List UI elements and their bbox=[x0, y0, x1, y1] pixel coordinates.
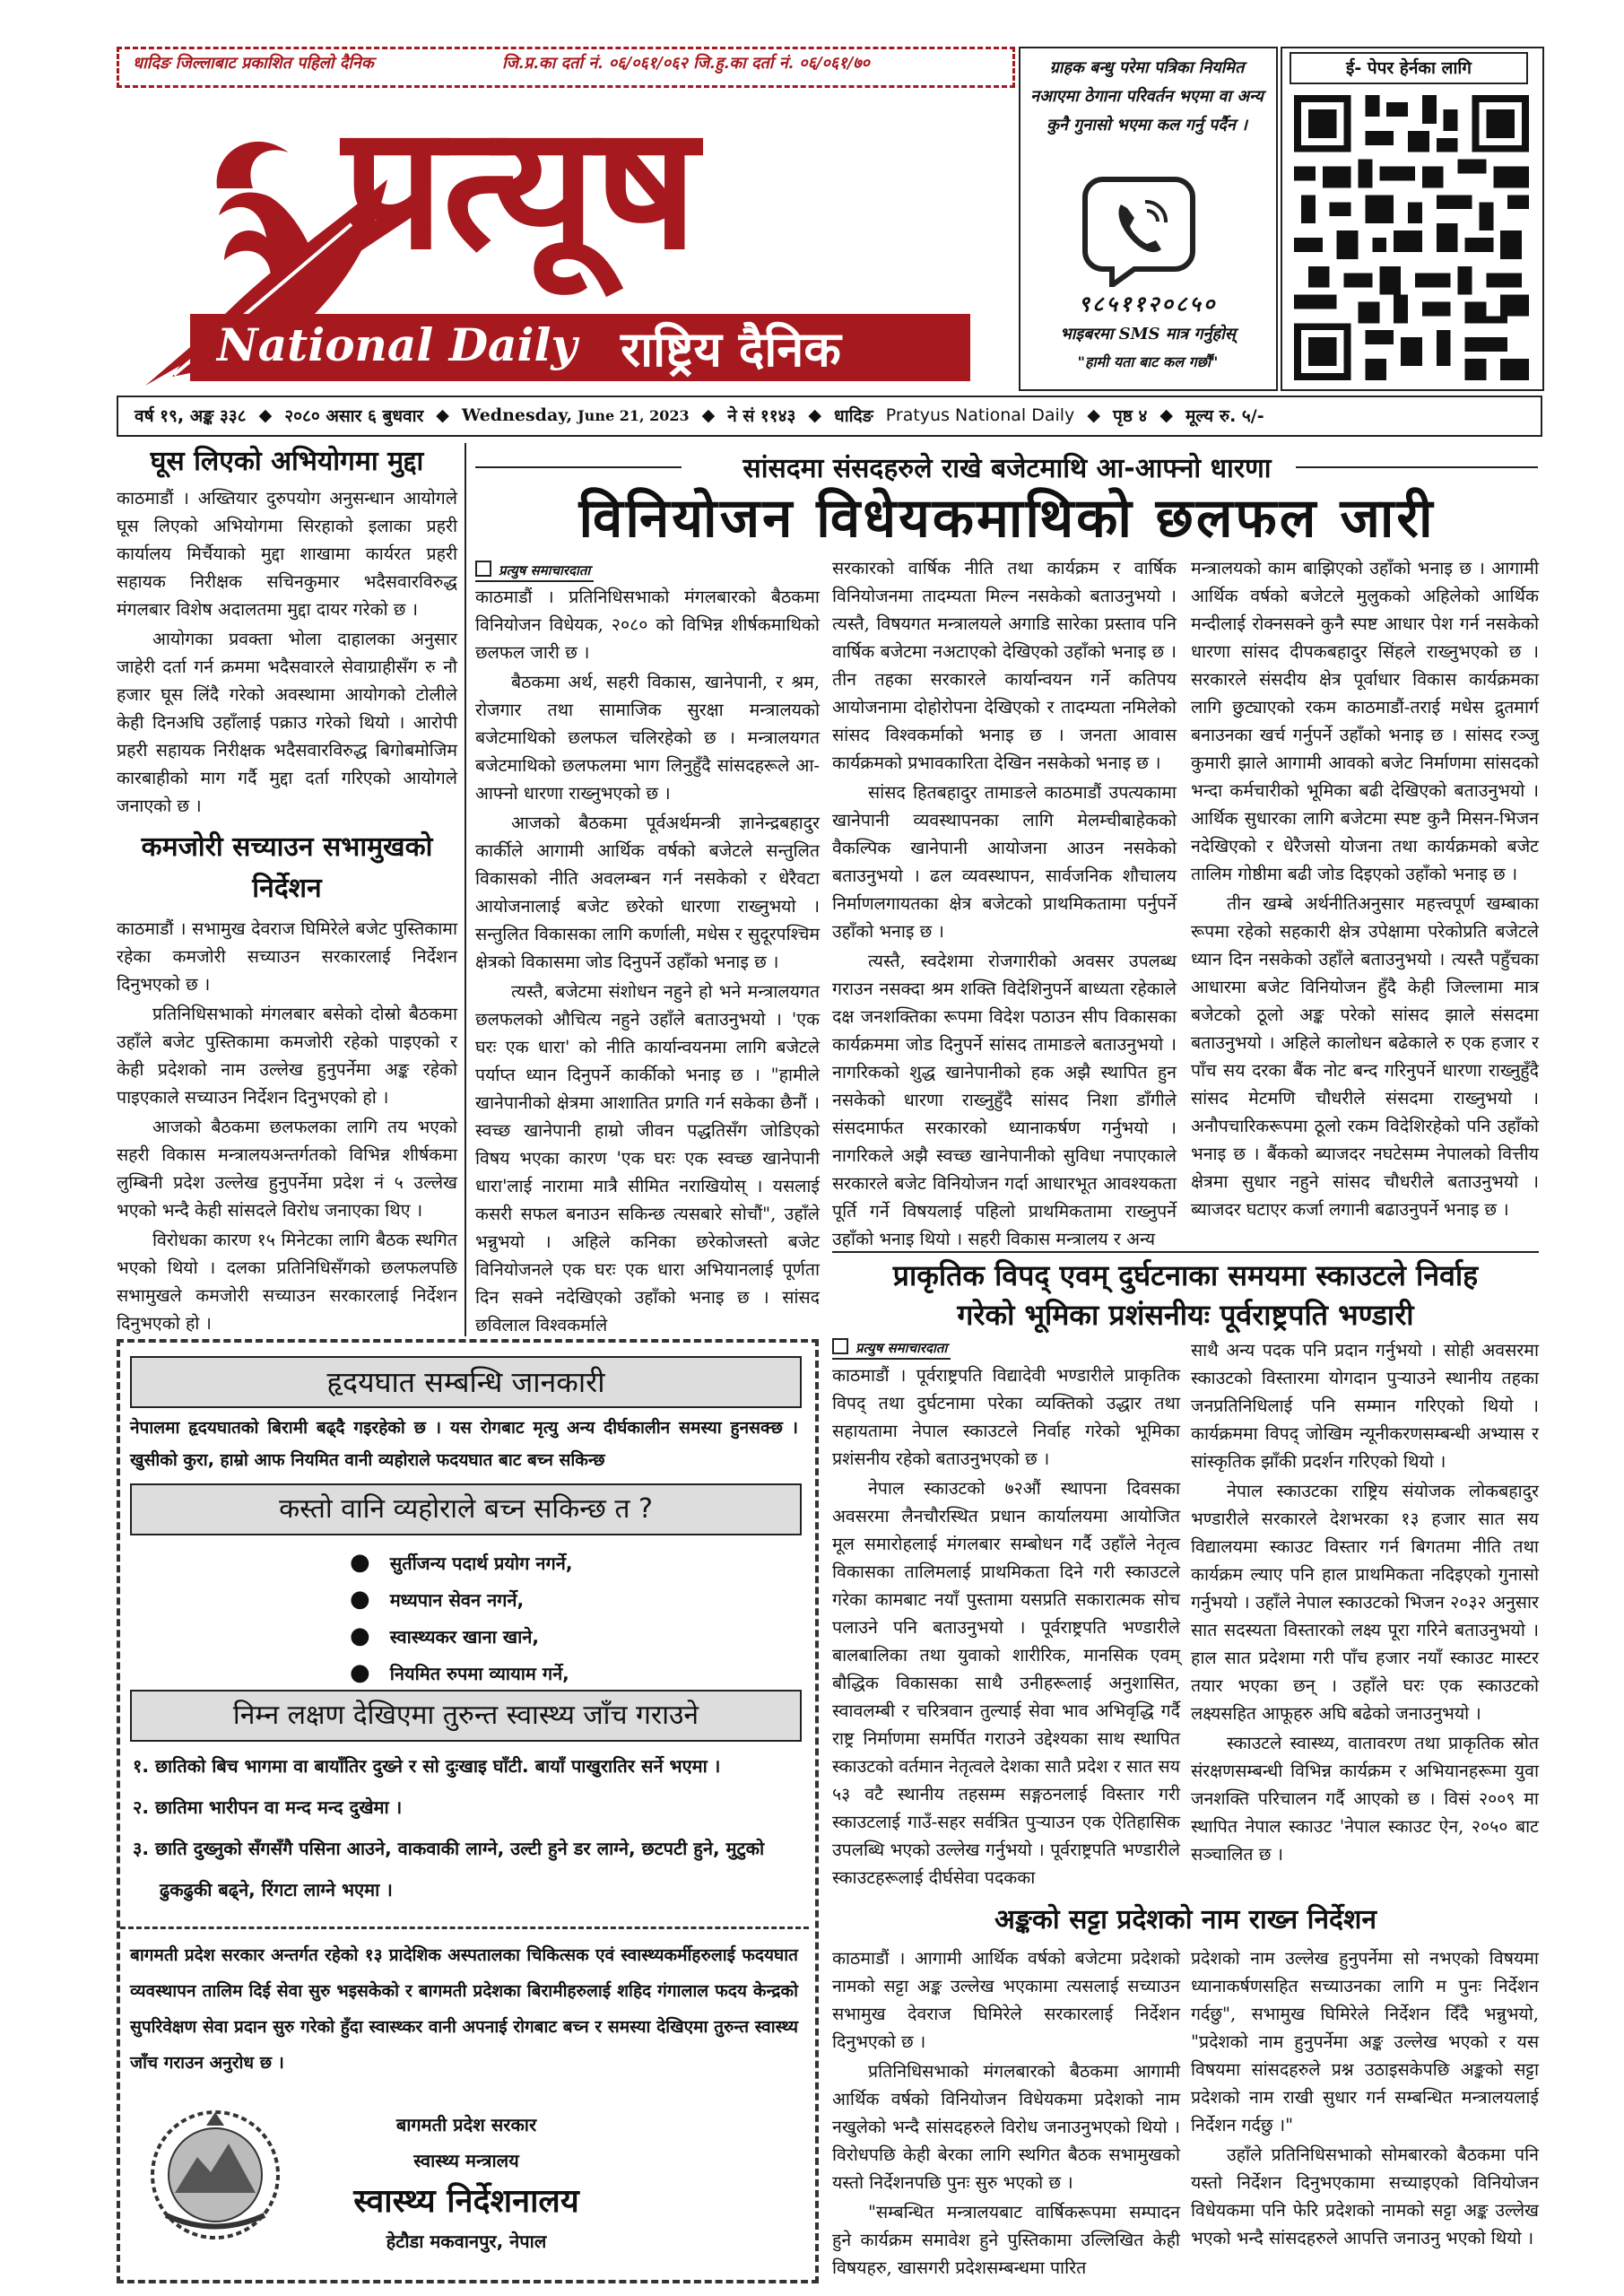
ad-date: June 21, 2023 bbox=[578, 406, 690, 424]
left-column bbox=[117, 443, 457, 1339]
scout-headline-line1: प्राकृतिक विपद् एवम् दुर्घटनाका समयमा स्काउटले निर्वाह bbox=[892, 1258, 1479, 1292]
list-item: ● स्वास्थ्यकर खाना खाने, bbox=[350, 1622, 539, 1649]
kicker-rule bbox=[475, 466, 682, 468]
viber-phone-icon bbox=[1081, 170, 1197, 287]
paragraph: आयोगका प्रवक्ता भोला दाहालका अनुसार जाहेरी दर्ता गर्न क्रममा भदैसवारले सेवाग्राहीसँग रु नौ हजार घूस लिंदै गरेको अवस्थामा आयोगको टोलीले केही दिनअघि उहाँलाई पक्राउ गरेको थियो । आरोपी प्रहरी सहायक निरीक्षक भदैसवारविरुद्ध बिगोबमोजिम कारबाहीको माग गर्दै मुद्दा दर्ता गरिएको आयोगले जनाएको छ । bbox=[117, 629, 457, 816]
logo-word: प्रत्यूष bbox=[343, 89, 696, 287]
org-address: हेटौडा मकवानपुर, नेपाल bbox=[386, 2231, 547, 2252]
health-tips-list bbox=[350, 1544, 572, 1692]
paragraph: आजको बैठकमा छलफलका लागि तय भएको सहरी विकास मन्त्रालयअन्तर्गतको विभिन्न शीर्षकमा लुम्बिनी प्रदेश उल्लेख हुनुपर्नेमा प्रदेश नं ५ उल्लेख भएको भन्दै केही सांसदले विरोध जनाएका थिए । bbox=[117, 1117, 457, 1221]
province-col-2 bbox=[1191, 1944, 1539, 2254]
kicker-rule bbox=[1296, 466, 1538, 468]
scout-byline bbox=[832, 1338, 951, 1360]
lead-col-2 bbox=[832, 554, 1177, 1255]
list-item: २. छातिमा भारीपन वा मन्द मन्द दुखेमा । bbox=[133, 1796, 403, 1818]
paragraph: सांसद हितबहादुर तामाङले काठमाडौं उपत्यकामा खानेपानी व्यवस्थापनका लागि मेलम्चीबाहेकको वैकल्पिक खानेपानी आयोजना आउन नसकेको बताउनुभयो । ढल व्यवस्थापन, सार्वजनिक शौचालय निर्माणलगायतका क्षेत्र बजेटको प्राथमिकतामा पर्नुपर्ने उहाँको भनाइ छ । bbox=[832, 782, 1177, 942]
symptoms-list bbox=[133, 1745, 796, 1910]
lead-kicker: सांसदमा संसदहरुले राखे बजेटमाथि आ-आफ्नो धारणा bbox=[743, 453, 1272, 484]
paragraph: प्रतिनिधिसभाको मंगलबार बसेको दोस्रो बैठकमा उहाँले बजेट पुस्तिकामा कमजोरी रहेको पाइएको र केही प्रदेशको नाम उल्लेख हुनुपर्नेमा अङ्क रहेको पाइएकाले सच्याउन निर्देशन दिनुभएको हो । bbox=[117, 1004, 457, 1108]
list-item: ● सुर्तीजन्य पदार्थ प्रयोग नगर्ने, bbox=[350, 1549, 573, 1576]
price: मूल्य रु. ५/- bbox=[1185, 406, 1264, 426]
story1-body bbox=[117, 484, 457, 820]
health-notice: बागमती प्रदेश सरकार अन्तर्गत रहेको १३ प्रादेशिक अस्पतालका चिकित्सक एवं स्वास्थ्यकर्मीहरुलाई फदयघात व्यवस्थापन तालिम दिई सेवा सुरु भइसकेको र बागमती प्रदेशका बिरामीहरुलाई शहिद गंगालाल फदय केन्द्रको सुपरिवेक्षण सेवा प्रदान सुरु गरेको हुँदा स्वास्थ्कर वानी अपनाई रोगबाट बच्न र समस्या देखिएमा तुरुन्त स्वास्थ्य जाँच गराउन अनुरोध छ । bbox=[130, 1945, 798, 2073]
paragraph: काठमाडौं । आगामी आर्थिक वर्षको बजेटमा प्रदेशको नामको सट्टा अङ्क उल्लेख भएकामा त्यसलाई सच्याउन सभामुख देवराज घिमिरेले सरकारलाई निर्देशन दिनुभएको छ । bbox=[832, 1948, 1180, 2052]
paper-name: Pratyus National Daily bbox=[885, 405, 1075, 425]
paragraph: "सम्बन्धित मन्त्रालयबाट वार्षिकरूपमा सम्पादन हुने कार्यक्रम समावेश हुने पुस्तिकामा उल्लिखित केही विषयहरु, खासगरी प्रदेशसम्बन्धमा पारित bbox=[832, 2202, 1180, 2278]
viber-number: ९८५११२०८५० bbox=[1078, 291, 1218, 317]
government-emblem-icon bbox=[148, 2108, 282, 2242]
paragraph: नेपाल स्काउटका राष्ट्रिय संयोजक लोकबहादुर भण्डारीले सरकारले देशभरका १३ हजार सात सय विद्यालयमा स्काउट विस्तार गर्न बिगतमा नीति तथा कार्यक्रम ल्याए पनि हाल प्राथमिकता नदिइएको गुनासो गर्नुभयो । उहाँले नेपाल स्काउटको भिजन २०३२ अनुसार सात सदस्यता विस्तारको लक्ष्य पूरा गरिने बताउनुभयो । हाल सात प्रदेशमा गरी पाँच हजार नयाँ स्काउट मास्टर तयार भएका छन् । उहाँले घरः एक स्काउटको लक्ष्यसहित आफूहरु अघि बढेको जनाउनुभयो । bbox=[1191, 1481, 1539, 1724]
org-ministry: स्वास्थ्य मन्त्रालय bbox=[413, 2150, 519, 2171]
byline-square-icon bbox=[832, 1338, 848, 1354]
paragraph: सरकारको वार्षिक नीति तथा कार्यक्रम र वार्षिक विनियोजनमा तादम्यता मिल्न नसकेको बताउनुभयो । त्यस्तै, विषयगत मन्त्रालयले अगाडि सारेका प्रस्ताव पनि वार्षिक बजेटमा नअटाएको देखिएको उहाँको भनाइ छ । तीन तहका सरकारले कार्यान्वयन गर्ने कतिपय आयोजनामा दोहोरोपना देखिएको र तादम्यता नमिलेको सांसद विश्वकर्माको भनाइ छ । जनता आवास कार्यक्रमको प्रभावकारिता देखिन नसकेको भनाइ छ । bbox=[832, 558, 1177, 773]
logo-english-name: National Daily bbox=[217, 318, 578, 371]
scout-col-1 bbox=[832, 1361, 1180, 1893]
qr-code[interactable] bbox=[1294, 94, 1529, 381]
scout-byline-text: प्रत्युष समाचारदाता bbox=[855, 1340, 948, 1356]
paragraph: प्रतिनिधिसभाको मंगलबारको बैठकमा आगामी आर्थिक वर्षको विनियोजन विधेयकमा प्रदेशको नाम नखुलेको भन्दै सांसदहरुले विरोध जनाउनुभएको थियो । विरोधपछि केही बेरका लागि स्थगित बैठक सभामुखको यस्तो निर्देशनपछि पुनः सुरु भएको छ । bbox=[832, 2061, 1180, 2193]
paragraph: नेपाल स्काउटको ७२औं स्थापना दिवसका अवसरमा लैनचौरस्थित प्रधान कार्यालयमा आयोजित मूल समारोहलाई मंगलबार सम्बोधन गर्दै उहाँले नेतृत्व विकासका तालिमलाई प्राथमिकता दिने गरी स्काउटले गरेका कामबाट नयाँ पुस्तामा यसप्रति सकारात्मक सोच पलाउने पनि बताउनुभयो । पूर्वराष्ट्रपति भण्डारीले बालबालिका तथा युवाको शारीरिक, मानसिक एवम् बौद्धिक विकासका साथै उनीहरूलाई अनुशासित, स्वावलम्बी र चरित्रवान तुल्याई सेवा भाव अभिवृद्धि गर्दै राष्ट्र निर्माणमा समर्पित गराउने उद्देश्यका साथ स्थापित स्काउटको वर्तमान नेतृत्वले देशका सातै प्रदेश र सात सय ५३ वटै स्थानीय तहसम्म सङ्गठनलाई विस्तार गरी स्काउटलाई गाउँ-सहर सर्वत्रित पुऱ्याउन एक ऐतिहासिक उपलब्धि भएको उल्लेख गर्नुभयो । पूर्वराष्ट्रपति भण्डारीले स्काउटहरूलाई दीर्घसेवा पदकका bbox=[832, 1478, 1180, 1888]
section-rule bbox=[832, 1251, 1539, 1253]
health-ad-title: हृदयघात सम्बन्धि जानकारी bbox=[130, 1356, 802, 1408]
byline-square-icon bbox=[475, 561, 491, 577]
story2-title: कमजोरी सच्याउन सभामुखको निर्देशन bbox=[141, 831, 433, 904]
lead-col-1 bbox=[475, 583, 820, 1341]
story1-title: घूस लिएको अभियोगमा मुद्दा bbox=[150, 446, 424, 477]
health-ad-intro: नेपालमा हृदयघातको बिरामी बढ्दै गइरहेको छ । यस रोगबाट मृत्यु अन्य दीर्घकालीन समस्या हुनसक्छ । खुसीको कुरा, हाम्रो आफ नियमित वानी व्यहोराले फदयघात बाट बच्न सकिन्छ bbox=[130, 1418, 798, 1470]
lead-col-3 bbox=[1191, 554, 1539, 1225]
registration-number: जि.प्र.का दर्ता नं. ०६/०६१/०६२ जि.हु.का दर्ता नं. ०६/०६१/७० bbox=[502, 54, 870, 73]
place: धादिङ bbox=[834, 406, 873, 426]
paragraph: प्रदेशको नाम उल्लेख हुनुपर्नेमा सो नभएको विषयमा ध्यानाकर्षणसहित सच्याउनका लागि म पुनः निर्देशन गर्दछु", सभामुख घिमिरेले निर्देशन दिँदै भन्नुभयो, "प्रदेशको नाम हुनुपर्नेमा अङ्क उल्लेख भएको र यस विषयमा सांसदहरुले प्रश्न उठाइसकेपछि अङ्कको सट्टा प्रदेशको नाम राखी सुधार गर्न सम्बन्धित मन्त्रालयलाई निर्देशन गर्दछु ।" bbox=[1191, 1948, 1539, 2135]
volume-issue: वर्ष १९, अङ्क ३३८ bbox=[135, 406, 247, 426]
paragraph: साथै अन्य पदक पनि प्रदान गर्नुभयो । सोही अवसरमा स्काउटको विस्तारमा योगदान पुऱ्याउने स्थानीय तहका जनप्रतिनिधिलाई पनि सम्मान गरिएको थियो । कार्यक्रममा विपद् जोखिम न्यूनीकरणसम्बन्धी अभ्यास र सांस्कृतिक झाँकी प्रदर्शन गरिएको थियो । bbox=[1191, 1340, 1539, 1472]
list-item: ● मध्यपान सेवन नगर्ने, bbox=[350, 1586, 525, 1613]
scout-headline-line2: गरेको भूमिका प्रशंसनीयः पूर्वराष्ट्रपति भण्डारी bbox=[957, 1298, 1414, 1332]
viber-slogan: "हामी यता बाट कल गर्छौं" bbox=[1077, 353, 1219, 370]
logo-nepali-name: राष्ट्रिय दैनिक bbox=[621, 321, 841, 378]
lead-byline bbox=[475, 561, 594, 582]
province-title: अङ्कको सट्टा प्रदेशको नाम राख्न निर्देशन bbox=[994, 1904, 1377, 1935]
scout-headline bbox=[832, 1256, 1539, 1335]
province-col-1 bbox=[832, 1944, 1180, 2283]
lead-byline-text: प्रत्युष समाचारदाता bbox=[499, 562, 591, 578]
health-ad-subtitle: कस्तो वानि व्यहोराले बच्न सकिन्छ त ? bbox=[130, 1483, 802, 1535]
paragraph: काठमाडौं । अख्तियार दुरुपयोग अनुसन्धान आयोगले घूस लिएको अभियोगमा सिरहाको इलाका प्रहरी कार्यालय मिर्चैयाको मुद्दा शाखामा कार्यरत प्रहरी सहायक निरीक्षक सचिनकुमार भदैसवारविरुद्ध मंगलबार विशेष अदालतमा मुद्दा दायर गरेको छ । bbox=[117, 488, 457, 620]
list-item: ● नियमित रुपमा व्यायाम गर्ने, bbox=[350, 1659, 569, 1686]
newspaper-logo bbox=[118, 90, 1006, 386]
dateline-content: वर्ष १९, अङ्क ३३८ ◆ २०८० असार ६ बुधवार ◆ Wednesday, June 21, 2023 ◆ ने सं ११४३ ◆ धादिङ Pratyus National Daily ◆ पृष्ठ ४ ◆ मूल्य रु. ५/- bbox=[135, 405, 1264, 426]
viber-note: भाइबरमा SMS मात्र गर्नुहोस् bbox=[1060, 325, 1236, 344]
masthead-tagline: धादिङ जिल्लाबाट प्रकाशित पहिलो दैनिक bbox=[133, 54, 374, 73]
paragraph: मन्त्रालयको काम बाझिएको उहाँको भनाइ छ । आगामी आर्थिक वर्षको बजेटले मुलुकको अहिलेको आर्थिक मन्दीलाई रोक्नसक्ने कुनै स्पष्ट आधार पेश गर्न नसकेको धारणा सांसद दीपकबहादुर सिंहले राख्नुभएको छ । सरकारले संसदीय क्षेत्र पूर्वाधार विकास कार्यक्रमका लागि छुट्याएको रकम काठमाडौं-तराई मधेस द्रुतमार्ग बनाउनका खर्च गर्नुपर्ने उहाँको भनाइ छ । सांसद रञ्जु कुमारी झाले आगामी आवको बजेट निर्माणमा सांसदको भन्दा कर्मचारीको भूमिका बढी देखिएको बताउनुभयो । आर्थिक सुधारका लागि बजेटमा स्पष्ट कुनै मिसन-भिजन नदेखिएको र धेरैजसो योजना तथा कार्यक्रमको बजेट तालिम गोष्ठीमा बढी जोड दिइएको उहाँको भनाइ छ । bbox=[1191, 558, 1539, 884]
page-count: पृष्ठ ४ bbox=[1112, 406, 1148, 426]
paragraph: स्काउटले स्वास्थ्य, वातावरण तथा प्राकृतिक स्रोत संरक्षणसम्बन्धी विभिन्न कार्यक्रम र अभियानहरूमा युवा जनशक्ति परिचालन गर्दै आएको छ । विसं २००९ मा स्थापित नेपाल स्काउट 'नेपाल स्काउट ऐन, २०५० बाट सञ्चालित छ । bbox=[1191, 1733, 1539, 1865]
epaper-label: ई- पेपर हेर्नका लागि bbox=[1290, 52, 1528, 84]
nepal-sambat: ने सं ११४३ bbox=[727, 406, 796, 426]
org-province: बागमती प्रदेश सरकार bbox=[395, 2114, 537, 2135]
paragraph: विरोधका कारण १५ मिनेटका लागि बैठक स्थगित भएको थियो । दलका प्रतिनिधिसँगको छलफलपछि सभामुखले कमजोरी सच्याउन सरकारलाई निर्देशन दिनुभएको हो । bbox=[117, 1230, 457, 1334]
paragraph: त्यस्तै, बजेटमा संशोधन नहुने हो भने मन्त्रालयगत छलफलको औचित्य नहुने उहाँले बताउनुभयो । 'एक घरः एक धारा' को नीति कार्यान्वयनमा लागि बजेटले पर्याप्त ध्यान दिनुपर्ने कार्कीको भनाइ छ । "हामीले खानेपानीको क्षेत्रमा आशातित प्रगति गर्न सकेका छैनौं । स्वच्छ खानेपानी हाम्रो जीवन पद्धतिसँग जोडिएको विषय भएका कारण 'एक घरः एक स्वच्छ खानेपानी धारा'लाई नारामा मात्रै सीमित नराखियोस् । यसलाई कसरी सफल बनाउन सकिन्छ त्यसबारे सोचौं", उहाँले भन्नुभयो । अहिले कनिका छरेकोजस्तो बजेट विनियोजनले एक घरः एक धारा अभियानलाई पूर्णता दिन सक्ने नदेखिएको उहाँको भनाइ छ । सांसद छविलाल विश्वकर्माले bbox=[475, 981, 820, 1335]
column-divider bbox=[465, 443, 466, 1336]
paragraph: काठमाडौं । सभामुख देवराज घिमिरेले बजेट पुस्तिकामा रहेका कमजोरी सच्याउन सरकारलाई निर्देशन दिनुभएको छ । bbox=[117, 918, 457, 995]
symptoms-title: निम्न लक्षण देखिएमा तुरुन्त स्वास्थ्य जाँच गराउने bbox=[130, 1690, 802, 1742]
story2-body bbox=[117, 915, 457, 1337]
paragraph: उहाँले प्रतिनिधिसभाको सोमबारको बैठकमा पनि यस्तो निर्देशन दिनुभएकामा सच्याइएको विनियोजन विधेयकमा पनि फेरि प्रदेशको नामको सट्टा अङ्क उल्लेख भएको भन्दै सांसदहरुले आपत्ति जनाउनु भएको थियो । bbox=[1191, 2144, 1539, 2248]
paragraph: आजको बैठकमा पूर्वअर्थमन्त्री ज्ञानेन्द्रबहादुर कार्कीले आगामी आर्थिक वर्षको बजेटले सन्तुलित विकासको नीति अवलम्बन गर्न नसकेको र धेरैवटा आयोजनालाई बजेट छरेको धारणा राख्नुभयो । सन्तुलित विकासका लागि कर्णाली, मधेस र सुदूरपश्चिम क्षेत्रको विकासमा जोड दिनुपर्ने उहाँको भनाइ छ । bbox=[475, 813, 820, 972]
subscriber-notice: ग्राहक बन्धु परेमा पत्रिका नियमित नआएमा ठेगाना परिवर्तन भएमा वा अन्य कुनै गुनासो भएमा कल गर्नु पर्दैन । bbox=[1030, 58, 1264, 135]
lead-headline: विनियोजन विधेयकमाथिको छलफल जारी bbox=[578, 487, 1436, 550]
paragraph: तीन खम्बे अर्थनीतिअनुसार महत्त्वपूर्ण खम्बाका रूपमा रहेको सहकारी क्षेत्र उपेक्षामा परेकोप्रति बजेटले ध्यान दिन नसकेको उहाँले बताउनुभयो । त्यस्तै पहुँचका आधारमा बजेट विनियोजन हुँदै केही जिल्लामा मात्र बजेटको ठूलो अङ्क परेको सांसद झाले संसदमा बताउनुभयो । अहिले कालोधन बढेकाले रु एक हजार र पाँच सय दरका बैंक नोट बन्द गरिनुपर्ने धारणा राख्नुहुँदै सांसद मेटमणि चौधरीले संसदमा राख्नुभयो । अनौपचारिकरूपमा ठूलो रकम विदेशिरहेको पनि उहाँको भनाइ छ । बैंकको ब्याजदर नघटेसम्म नेपालको वित्तीय क्षेत्रमा सुधार नहुने सांसद चौधरीले बताउनुभयो । ब्याजदर घटाएर कर्जा लगानी बढाउनुपर्ने भनाइ छ । bbox=[1191, 893, 1539, 1220]
org-directorate: स्वास्थ्य निर्देशनालय bbox=[353, 2183, 579, 2220]
paragraph: काठमाडौं । प्रतिनिधिसभाको मंगलबारको बैठकमा विनियोजन विधेयक, २०८० को विभिन्न शीर्षकमाथिको छलफल जारी छ । bbox=[475, 587, 820, 663]
bs-date: २०८० असार ६ बुधवार bbox=[284, 406, 424, 426]
weekday: Wednesday, bbox=[461, 405, 573, 425]
scout-col-2 bbox=[1191, 1336, 1539, 1870]
paragraph: काठमाडौं । पूर्वराष्ट्रपति विद्यादेवी भण्डारीले प्राकृतिक विपद् तथा दुर्घटनामा परेका व्यक्तिको उद्धार तथा सहायतामा नेपाल स्काउटले निर्वाह गरेको भूमिका प्रशंसनीय रहेको बताउनुभएको छ । bbox=[832, 1365, 1180, 1469]
ad-divider bbox=[120, 1926, 809, 1931]
paragraph: बैठकमा अर्थ, सहरी विकास, खानेपानी, र श्रम, रोजगार तथा सामाजिक सुरक्षा मन्त्रालयको बजेटमाथिको छलफल चलिरहेको छ । मन्त्रालयगत बजेटमाथिको छलफलमा भाग लिनुहुँदै सांसदहरूले आ-आफ्नो धारणा राख्नुभएको छ । bbox=[475, 672, 820, 804]
list-item: ३. छाति दुख्नुको सँगसँगै पसिना आउने, वाकवाकी लाग्ने, उल्टी हुने डर लाग्ने, छटपटी हुने, मुटुको ढुकढुकी बढ्ने, रिंगटा लाग्ने भएमा । bbox=[133, 1838, 765, 1900]
paragraph: त्यस्तै, स्वदेशमा रोजगारीको अवसर उपलब्ध गराउन नसक्दा श्रम शक्ति विदेशिनुपर्ने बाध्यता रहेकाले दक्ष जनशक्तिका रूपमा विदेश पठाउन सीप विकासका कार्यक्रममा जोड दिनुपर्ने सांसद तामाङले बताउनुभयो । नागरिकको शुद्ध खानेपानीको हक अझै स्थापित हुन नसकेको धारणा राख्नुहुँदै सांसद निशा डाँगीले संसदमार्फत सरकारको ध्यानाकर्षण गर्नुभयो । नागरिकले अझै स्वच्छ खानेपानीको सुविधा नपाएकाले सरकारले बजेट विनियोजन गर्दा आधारभूत आवश्यकता पूर्ति गर्ने विषयलाई पहिलो प्राथमिकतामा राख्नुपर्ने उहाँको भनाइ थियो । सहरी विकास मन्त्रालय र अन्य bbox=[832, 951, 1177, 1249]
list-item: १. छातिको बिच भागमा वा बायाँतिर दुख्ने र सो दुःखाइ घाँटी. बायाँ पाखुरातिर सर्ने भएमा । bbox=[133, 1755, 721, 1777]
